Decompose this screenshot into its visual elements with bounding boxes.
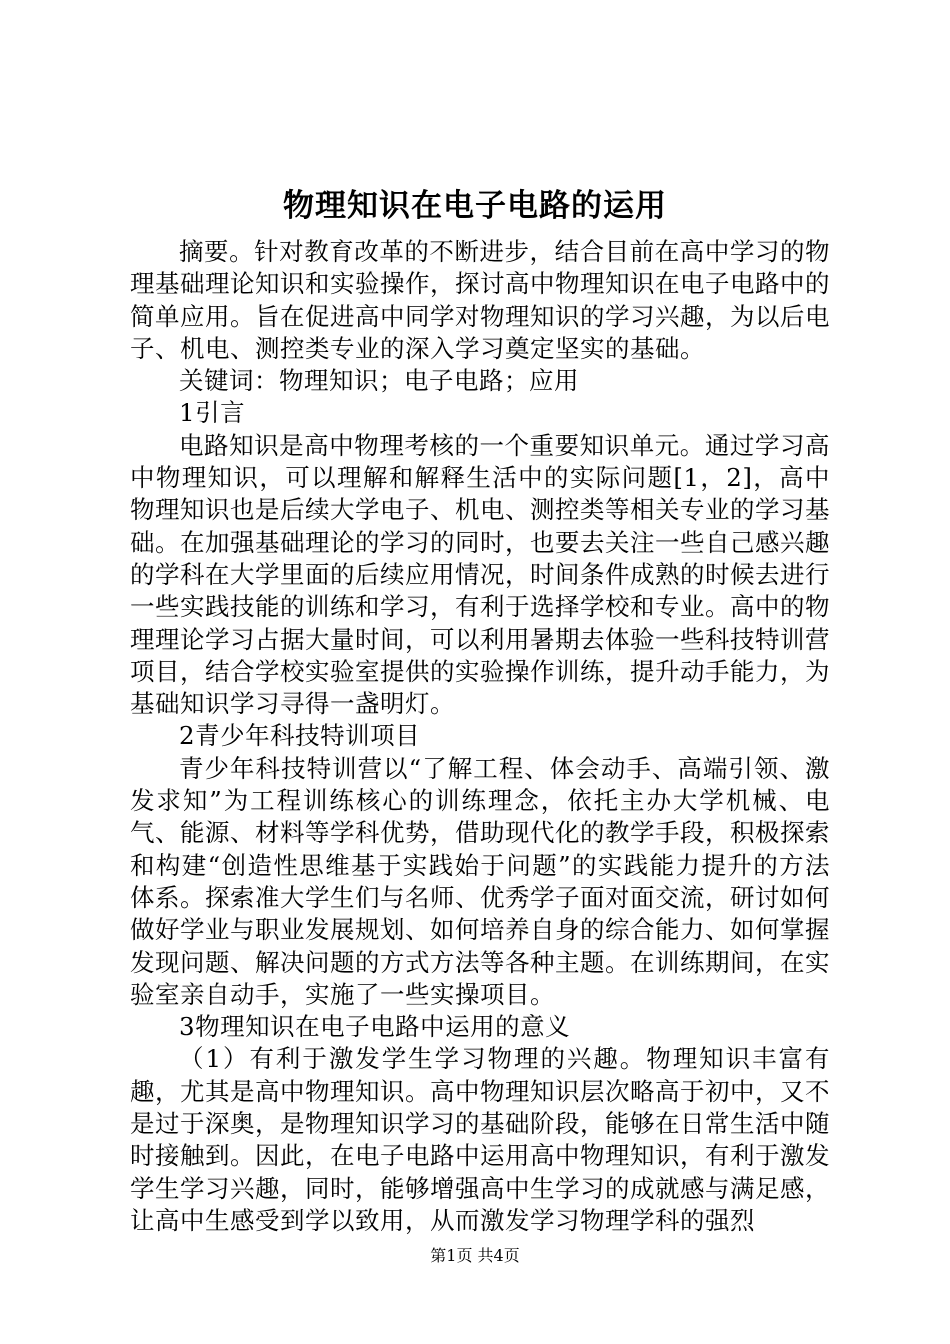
page-footer: 第1页 共4页 bbox=[430, 1246, 520, 1265]
section-heading-3: 3物理知识在电子电路中运用的意义 bbox=[179, 1012, 571, 1042]
document-title: 物理知识在电子电路的运用 bbox=[283, 188, 667, 224]
body-paragraph: （1）有利于激发学生学习物理的兴趣。物理知识丰富有趣，尤其是高中物理知识。高中物理知识层次略高于初中，又不是过于深奥，是物理知识学习的基础阶段，能够在日常生活中随时接触到。因此，在电子电路中运用高中物理知识，有利于激发学生学习兴趣，同时，能够增强高中生学习的成就感与满足感，让高中生感受到学以致用，从而激发学习物理学科的强烈 bbox=[130, 1044, 830, 1235]
document-body bbox=[130, 236, 830, 1237]
body-paragraph: 青少年科技特训营以“了解工程、体会动手、高端引领、激发求知”为工程训练核心的训练理念，依托主办大学机械、电气、能源、材料等学科优势，借助现代化的教学手段，积极探索和构建“创造性思维基于实践始于问题”的实践能力提升的方法体系。探索准大学生们与名师、优秀学子面对面交流，研讨如何做好学业与职业发展规划、如何培养自身的综合能力、如何掌握发现问题、解决问题的方式方法等各种主题。在训练期间，在实验室亲自动手，实施了一些实操项目。 bbox=[130, 753, 830, 1009]
keywords-line: 关键词：物理知识；电子电路；应用 bbox=[179, 366, 579, 396]
abstract-paragraph: 摘要。针对教育改革的不断进步，结合目前在高中学习的物理基础理论知识和实验操作，探讨高中物理知识在电子电路中的简单应用。旨在促进高中同学对物理知识的学习兴趣，为以后电子、机电、测控类专业的深入学习奠定坚实的基础。 bbox=[130, 237, 830, 363]
body-paragraph: 电路知识是高中物理考核的一个重要知识单元。通过学习高中物理知识，可以理解和解释生活中的实际问题[1，2]，高中物理知识也是后续大学电子、机电、测控类等相关专业的学习基础。在加强基础理论的学习的同时，也要去关注一些自己感兴趣的学科在大学里面的后续应用情况，时间条件成熟的时候去进行一些实践技能的训练和学习，有利于选择学校和专业。高中的物理理论学习占据大量时间，可以利用暑期去体验一些科技特训营项目，结合学校实验室提供的实验操作训练，提升动手能力，为基础知识学习寻得一盏明灯。 bbox=[130, 430, 830, 719]
section-heading-1: 1引言 bbox=[179, 398, 246, 428]
section-heading-2: 2青少年科技特训项目 bbox=[179, 721, 421, 751]
